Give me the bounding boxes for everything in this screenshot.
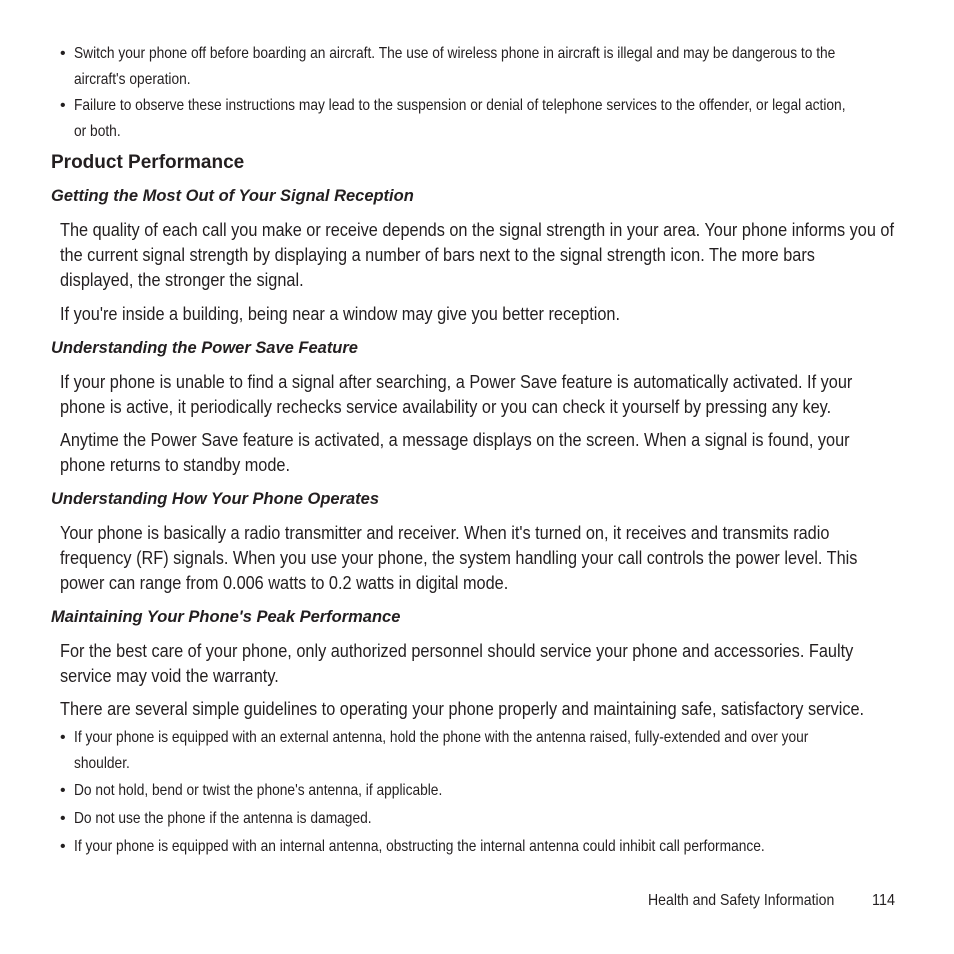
paragraph-line: service may void the warranty.	[60, 666, 279, 686]
bullet-text-line: aircraft's operation.	[74, 71, 191, 88]
paragraph-line: If your phone is unable to find a signal after searching, a Power Save feature is automatically activated. If your	[60, 372, 853, 392]
bullet-dot: •	[60, 782, 66, 799]
paragraph-guidelines	[60, 697, 920, 722]
paragraph-signal-quality	[60, 218, 920, 293]
paragraph-line: Your phone is basically a radio transmitter and receiver. When it's turned on, it receives and transmits radio	[60, 523, 830, 543]
paragraph-line: The quality of each call you make or receive depends on the signal strength in your area. Your phone informs you of	[60, 220, 895, 240]
footer-section-label: Health and Safety Information	[648, 892, 835, 909]
bullet-dot: •	[60, 97, 66, 114]
paragraph-line: the current signal strength by displaying a number of bars next to the signal strength icon. The more bars	[60, 245, 815, 265]
bullet-text-line: shoulder.	[74, 755, 130, 772]
paragraph-line: Anytime the Power Save feature is activated, a message displays on the screen. When a signal is found, your	[60, 430, 850, 450]
bullet-text-line: Switch your phone off before boarding an aircraft. The use of wireless phone in aircraft is illegal and may be dangerous to the	[74, 45, 836, 62]
paragraph-line: power can range from 0.006 watts to 0.2 watts in digital mode.	[60, 573, 509, 593]
paragraph-line: frequency (RF) signals. When you use your phone, the system handling your call controls the power level. This	[60, 548, 858, 568]
page-number: 114	[872, 892, 895, 909]
bullet-text-line: If your phone is equipped with an internal antenna, obstructing the internal antenna could inhibit call performance.	[74, 838, 765, 855]
paragraph-window-reception	[60, 302, 920, 327]
bullet-text-line: If your phone is equipped with an external antenna, hold the phone with the antenna raised, fully-extended and over your	[74, 729, 809, 746]
subsection-title-power-save: Understanding the Power Save Feature	[51, 338, 358, 357]
paragraph-power-save-activation	[60, 370, 920, 420]
bullet-text-line: or both.	[74, 123, 121, 140]
bullet-text-line: Failure to observe these instructions may lead to the suspension or denial of telephone services to the offender, or legal action,	[74, 97, 846, 114]
subsection-title-peak-performance: Maintaining Your Phone's Peak Performance	[51, 607, 401, 626]
bullet-dot: •	[60, 838, 66, 855]
bullet-dot: •	[60, 810, 66, 827]
bullet-dot: •	[60, 729, 66, 746]
paragraph-radio-transmitter	[60, 521, 920, 596]
paragraph-power-save-message	[60, 428, 920, 478]
paragraph-line: There are several simple guidelines to operating your phone properly and maintaining safe, satisfactory service.	[60, 699, 865, 719]
paragraph-line: phone is active, it periodically rechecks service availability or you can check it yourself by pressing any key.	[60, 397, 832, 417]
paragraph-authorized-service	[60, 639, 920, 689]
bullet-dot: •	[60, 45, 66, 62]
paragraph-line: displayed, the stronger the signal.	[60, 270, 304, 290]
paragraph-line: For the best care of your phone, only authorized personnel should service your phone and accessories. Faulty	[60, 641, 854, 661]
subsection-title-signal-reception: Getting the Most Out of Your Signal Reception	[51, 186, 414, 205]
bullet-text-line: Do not use the phone if the antenna is damaged.	[74, 810, 372, 827]
paragraph-line: phone returns to standby mode.	[60, 455, 291, 475]
bullet-text-line: Do not hold, bend or twist the phone's antenna, if applicable.	[74, 782, 443, 799]
subsection-title-phone-operates: Understanding How Your Phone Operates	[51, 489, 380, 508]
paragraph-line: If you're inside a building, being near a window may give you better reception.	[60, 304, 621, 324]
section-title: Product Performance	[51, 152, 245, 173]
